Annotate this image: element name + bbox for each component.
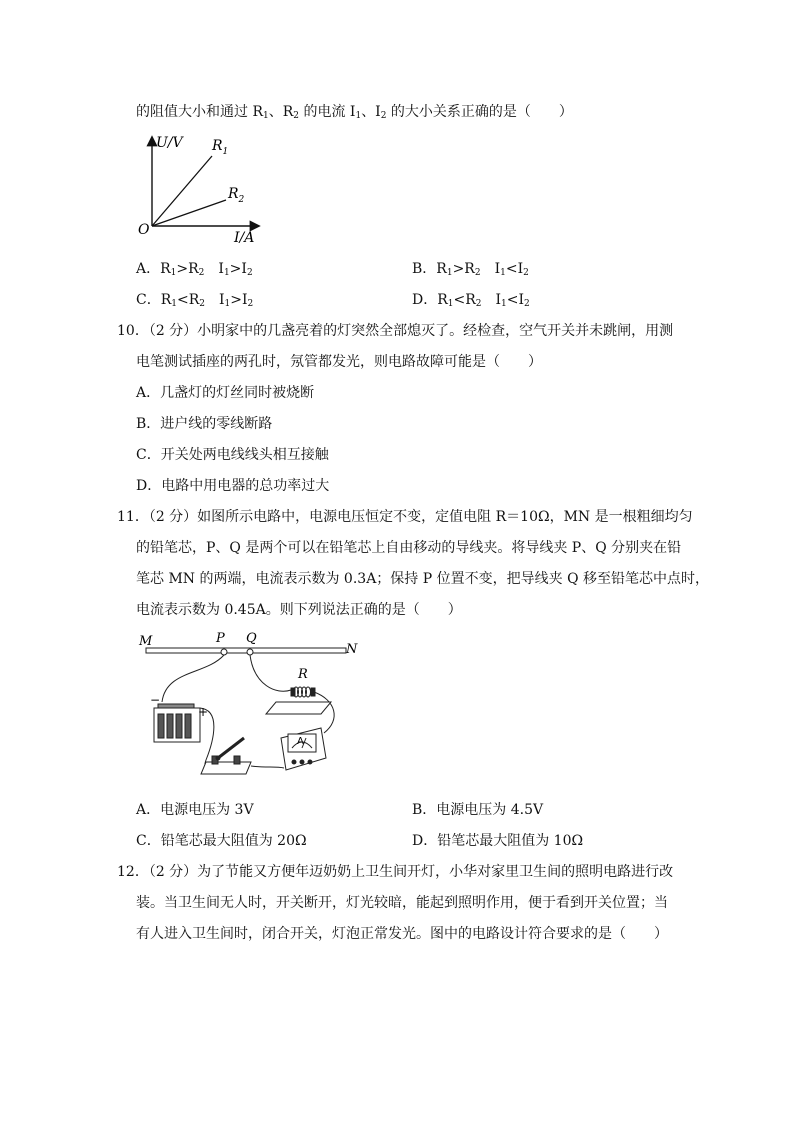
ammeter (281, 728, 326, 770)
q10-option-c[interactable]: C．开关处两电线线头相互接触 (136, 447, 329, 463)
q11-circuit-figure (136, 630, 366, 790)
opt-text: <R (453, 292, 476, 308)
opt-text: I (204, 261, 224, 277)
q11-option-a[interactable]: A．电源电压为 3V (136, 802, 254, 818)
q11-stem-line-1: 11．（2 分）如图所示电路中，电源电压恒定不变，定值电阻 R＝10Ω，MN 是一根粗细均匀 (117, 509, 693, 525)
opt-text: I (205, 292, 225, 308)
opt-text: >I (229, 261, 247, 277)
label-m: M (139, 634, 153, 649)
q9-stem-part: 的大小关系正确的是（ ） (386, 104, 573, 120)
clip-q[interactable] (247, 649, 253, 655)
opt-text: I (481, 292, 502, 308)
battery-minus: − (150, 693, 161, 707)
q11-option-b[interactable]: B．电源电压为 4.5V (412, 802, 544, 818)
q12-stem-line-1: 12．（2 分）为了节能又方便年迈奶奶上卫生间开灯，小华对家里卫生间的照明电路进行改 (117, 864, 674, 880)
opt-text: >R (452, 261, 475, 277)
q9-option-c[interactable]: C．$R_1<R_2$ $I_1>I_2$ (136, 292, 254, 309)
q11-option-c[interactable]: C．铅笔芯最大阻值为 20Ω (136, 833, 307, 849)
q9-stem-part: 、I (361, 104, 381, 120)
r1-label: $R_1$ (212, 138, 229, 157)
opt-text: >R (176, 261, 199, 277)
q10-option-b[interactable]: B．进户线的零线断路 (136, 416, 273, 432)
y-axis-label: U/V (156, 135, 183, 151)
opt-text: <I (505, 261, 524, 277)
opt-text: >I (230, 292, 248, 308)
q12-stem-line-2: 装。当卫生间无人时，开关断开，灯光较暗，能起到照明作用，便于看到开关位置；当 (136, 895, 668, 911)
resistor-board (266, 702, 331, 714)
opt-text: I (480, 261, 501, 277)
pencil-lead (146, 648, 346, 653)
clip-p[interactable] (221, 649, 227, 655)
opt-text: A．R (136, 261, 171, 277)
opt-text: C．R (136, 292, 172, 308)
battery (154, 704, 200, 742)
q10-stem-line-2: 电笔测试插座的两孔时，氖管都发光，则电路故障可能是（ ） (136, 354, 542, 370)
q9-stem-part: 的电流 I (299, 104, 356, 120)
label-n: N (346, 642, 358, 657)
q11-stem-line-2: 的铅笔芯，P、Q 是两个可以在铅笔芯上自由移动的导线夹。将导线夹 P、Q 分别夹在铅 (136, 540, 682, 556)
q10-stem-line-1: 10．（2 分）小明家中的几盏亮着的灯突然全部熄灭了。经检查，空气开关并未跳闸，用测 (117, 323, 674, 339)
q9-option-d[interactable]: D．$R_1<R_2$ $I_1<I_2$ (412, 292, 530, 309)
opt-text: <R (177, 292, 200, 308)
ammeter-label: A (297, 736, 304, 747)
q9-stem-line: 的阻值大小和通过 $R_1$、$R_2$ 的电流 $I_1$、$I_2$ 的大小关系正确的是（ ） (136, 104, 573, 121)
q10-option-d[interactable]: D．电路中用电器的总功率过大 (136, 478, 330, 494)
q12-stem-line-3: 有人进入卫生间时，闭合开关，灯泡正常发光。图中的电路设计符合要求的是（ ） (136, 926, 668, 942)
q9-stem-part: 、R (268, 104, 294, 120)
q9-ui-graph (130, 130, 270, 245)
resistor-coil (291, 687, 315, 697)
opt-text: <I (506, 292, 525, 308)
r2-label: $R_2$ (228, 186, 245, 205)
q11-option-d[interactable]: D．铅笔芯最大阻值为 10Ω (412, 833, 584, 849)
q9-option-b[interactable]: B．$R_1>R_2$ $I_1<I_2$ (412, 261, 529, 278)
opt-text: D．R (412, 292, 448, 308)
x-axis-label: I/A (234, 230, 255, 246)
switch[interactable] (201, 738, 251, 774)
q11-stem-line-4: 电流表示数为 0.45A。则下列说法正确的是（ ） (136, 602, 462, 618)
label-r: R (298, 667, 308, 682)
q9-option-a[interactable]: A．$R_1>R_2$ $I_1>I_2$ (136, 261, 253, 278)
label-q: Q (246, 631, 257, 646)
opt-text: B．R (412, 261, 447, 277)
battery-plus: + (198, 705, 209, 719)
q11-stem-line-3: 笔芯 MN 的两端，电流表示数为 0.3A；保持 P 位置不变，把导线夹 Q 移至铅笔芯中点时， (136, 571, 710, 587)
origin-label: O (138, 222, 150, 238)
q9-stem-part: 的阻值大小和通过 R (136, 104, 263, 120)
label-p: P (216, 631, 225, 646)
q10-option-a[interactable]: A．几盏灯的灯丝同时被烧断 (136, 385, 315, 401)
